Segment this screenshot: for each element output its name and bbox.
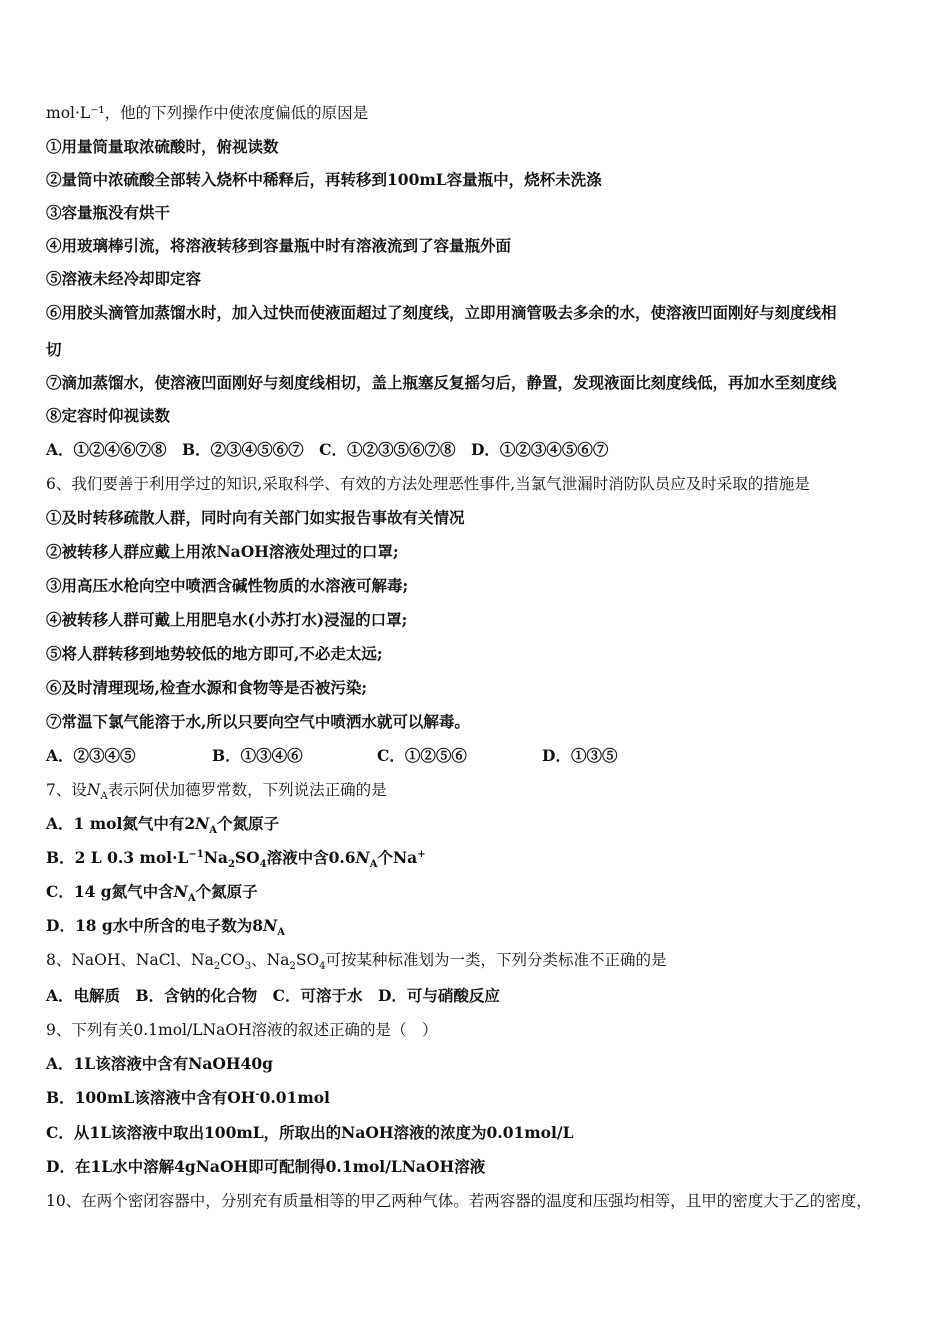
q7-option-d: D．18 g水中所含的电子数为$8N_A$	[46, 916, 285, 939]
q6-option-b: B．①③④⑥	[212, 746, 303, 765]
q6-option-c: C．①②⑤⑥	[377, 746, 467, 765]
q7-option-a: A．1 mol氮气中有$2N_A$个氮原子	[46, 814, 280, 837]
q6-item-3: ③用高压水枪向空中喷洒含碱性物质的水溶液可解毒;	[46, 576, 409, 595]
q5-item-4: ④用玻璃棒引流，将溶液转移到容量瓶中时有溶液流到了容量瓶外面	[46, 236, 512, 255]
q6-item-7: ⑦常温下氯气能溶于水,所以只要向空气中喷洒水就可以解毒。	[46, 712, 470, 731]
q9-option-a: A．1L该溶液中含有NaOH40g	[46, 1054, 273, 1073]
q7-option-c: C．14 g氮气中含$N_A$个氮原子	[46, 882, 258, 905]
q5-item-2: ②量筒中浓硫酸全部转入烧杯中稀释后，再转移到100mL容量瓶中，烧杯未洗涤	[46, 170, 602, 189]
q6-item-6: ⑥及时清理现场,检查水源和食物等是否被污染;	[46, 678, 368, 697]
q7-option-b: B．2 L 0.3 $mol\cdot L^{-1}Na_2SO_4$溶液中含$0.6N_A$个Na+	[46, 848, 426, 871]
q6-stem: 6、我们要善于利用学过的知识,采取科学、有效的方法处理恶性事件,当氯气泄漏时消防队员应及时采取的措施是	[46, 475, 810, 493]
q6-item-4: ④被转移人群可戴上用肥皂水(小苏打水)浸湿的口罩;	[46, 610, 408, 629]
q5-item-8: ⑧定容时仰视读数	[46, 406, 171, 425]
q9-option-b: B．100mL该溶液中含有OH-0.01mol	[46, 1088, 330, 1107]
q5-item-6: ⑥用胶头滴管加蒸馏水时，加入过快而使液面超过了刻度线，立即用滴管吸去多余的水，使溶液凹面刚好与刻度线相	[46, 303, 837, 322]
q5-item-1: ①用量筒量取浓硫酸时，俯视读数	[46, 137, 279, 156]
q5-item-5: ⑤溶液未经冷却即定容	[46, 269, 202, 288]
q9-stem: 9、下列有关0.1mol/LNaOH溶液的叙述正确的是（ ）	[46, 1021, 438, 1039]
q8-stem: 8、NaOH、NaCl、$Na_2CO_3$、$Na_2SO_4$可按某种标准划为一类，下列分类标准不正确的是	[46, 951, 667, 973]
q5-item-7: ⑦滴加蒸馏水，使溶液凹面刚好与刻度线相切，盖上瓶塞反复摇匀后，静置，发现液面比刻度线低，再加水至刻度线	[46, 373, 837, 392]
q8-options: A．电解质 B．含钠的化合物 C．可溶于水 D．可与硝酸反应	[46, 986, 500, 1005]
q5-item-3: ③容量瓶没有烘干	[46, 203, 171, 222]
q6-option-a: A．②③④⑤	[46, 746, 136, 765]
q6-item-5: ⑤将人群转移到地势较低的地方即可,不必走太远;	[46, 644, 383, 663]
q5-stem-continuation: mol·L⁻¹，他的下列操作中使浓度偏低的原因是	[46, 104, 369, 122]
q10-stem: 10、在两个密闭容器中，分别充有质量相等的甲乙两种气体。若两容器的温度和压强均相等，且甲的密度大于乙的密度，	[46, 1192, 872, 1210]
q7-stem: 7、设$N_A$表示阿伏加德罗常数，下列说法正确的是	[46, 781, 387, 803]
q9-option-d: D．在1L水中溶解4gNaOH即可配制得0.1mol/LNaOH溶液	[46, 1157, 486, 1176]
q5-options: A．①②④⑥⑦⑧ B．②③④⑤⑥⑦ C．①②③⑤⑥⑦⑧ D．①②③④⑤⑥⑦	[46, 440, 609, 459]
q9-option-c: C．从1L该溶液中取出100mL，所取出的NaOH溶液的浓度为0.01mol/L	[46, 1123, 574, 1142]
q6-item-2: ②被转移人群应戴上用浓NaOH溶液处理过的口罩;	[46, 542, 399, 561]
q6-item-1: ①及时转移疏散人群，同时向有关部门如实报告事故有关情况	[46, 508, 465, 527]
q5-item-6-wrap: 切	[46, 340, 62, 359]
q6-option-d: D．①③⑤	[542, 746, 618, 765]
